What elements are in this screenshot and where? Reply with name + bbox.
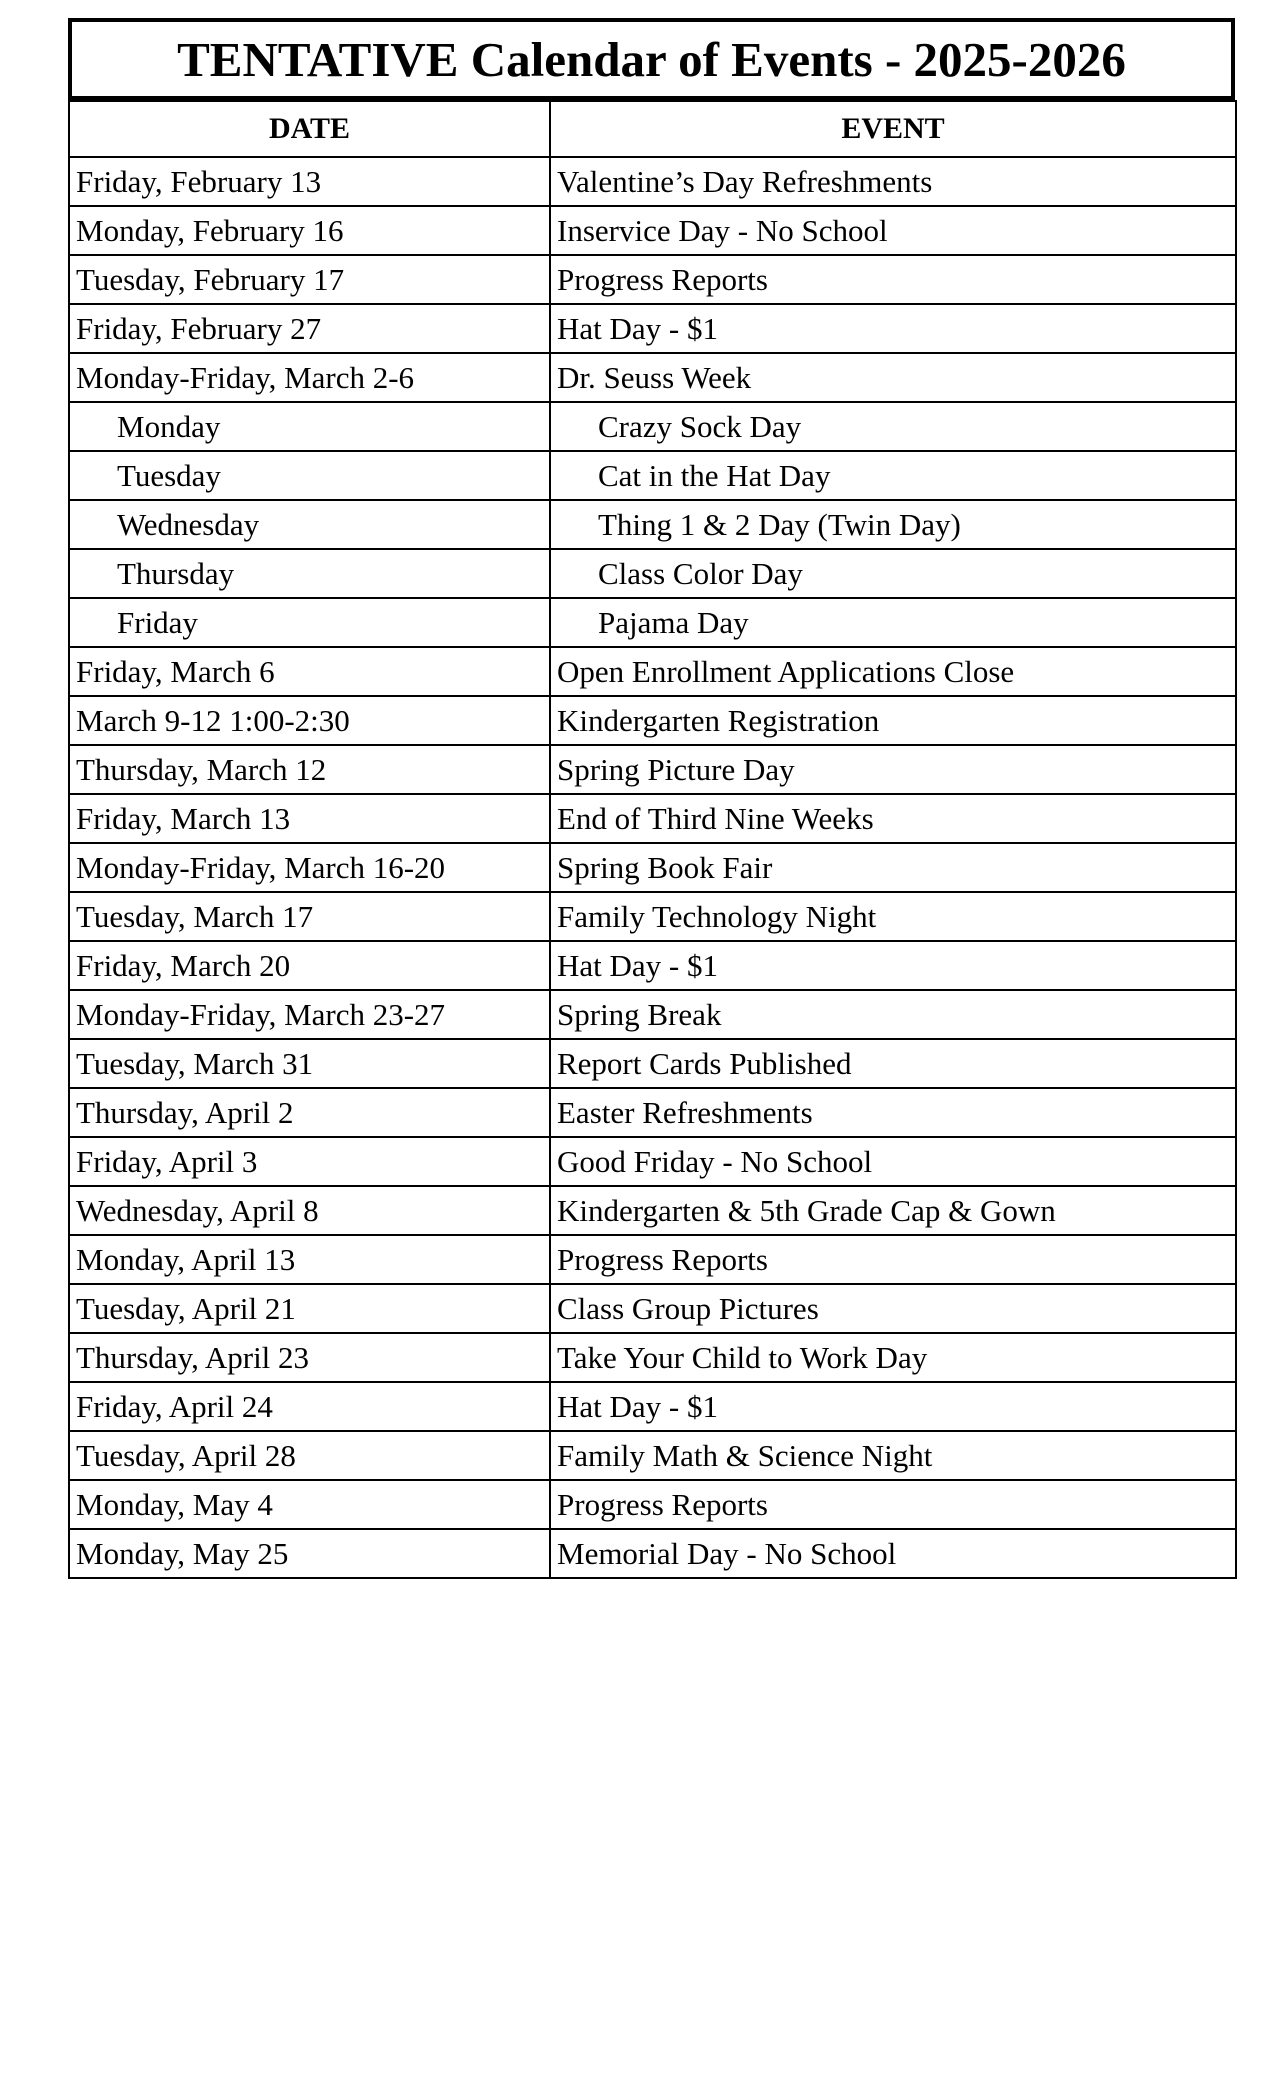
table-row (69, 1186, 1236, 1235)
table-row (69, 1529, 1236, 1578)
event-name-cell: Family Math & Science Night (550, 1431, 1236, 1480)
table-row (69, 647, 1236, 696)
events-table (68, 100, 1237, 1579)
event-name-cell: Class Color Day (550, 549, 1236, 598)
event-name-cell: Class Group Pictures (550, 1284, 1236, 1333)
table-row (69, 549, 1236, 598)
event-date-cell: Monday, May 4 (69, 1480, 550, 1529)
event-name-cell: Spring Picture Day (550, 745, 1236, 794)
event-name-cell: Take Your Child to Work Day (550, 1333, 1236, 1382)
table-row (69, 255, 1236, 304)
event-name-cell: Inservice Day - No School (550, 206, 1236, 255)
event-date-cell: Wednesday, April 8 (69, 1186, 550, 1235)
event-name-cell: Dr. Seuss Week (550, 353, 1236, 402)
event-date-cell: Tuesday, April 28 (69, 1431, 550, 1480)
event-date-cell: Monday-Friday, March 16-20 (69, 843, 550, 892)
event-date-cell: Friday, March 13 (69, 794, 550, 843)
calendar-document (68, 18, 1235, 1579)
table-row (69, 353, 1236, 402)
table-row (69, 843, 1236, 892)
event-date-cell: Monday-Friday, March 23-27 (69, 990, 550, 1039)
event-name-cell: Memorial Day - No School (550, 1529, 1236, 1578)
event-name-cell: Cat in the Hat Day (550, 451, 1236, 500)
event-date-cell: March 9-12 1:00-2:30 (69, 696, 550, 745)
table-row (69, 304, 1236, 353)
event-name-cell: Crazy Sock Day (550, 402, 1236, 451)
event-date-cell: Thursday, March 12 (69, 745, 550, 794)
table-row (69, 745, 1236, 794)
event-date-cell: Friday, April 24 (69, 1382, 550, 1431)
event-date-cell: Monday-Friday, March 2-6 (69, 353, 550, 402)
event-date-cell: Thursday, April 23 (69, 1333, 550, 1382)
event-name-cell: Family Technology Night (550, 892, 1236, 941)
table-row (69, 990, 1236, 1039)
table-row (69, 598, 1236, 647)
event-name-cell: Easter Refreshments (550, 1088, 1236, 1137)
event-date-cell: Friday (69, 598, 550, 647)
event-name-cell: Valentine’s Day Refreshments (550, 157, 1236, 206)
table-row (69, 1039, 1236, 1088)
event-date-cell: Tuesday (69, 451, 550, 500)
event-date-cell: Monday (69, 402, 550, 451)
event-date-cell: Monday, April 13 (69, 1235, 550, 1284)
table-row (69, 1235, 1236, 1284)
event-column-header: EVENT (550, 101, 1236, 157)
table-row (69, 941, 1236, 990)
event-name-cell: Progress Reports (550, 1480, 1236, 1529)
event-date-cell: Friday, February 27 (69, 304, 550, 353)
event-date-cell: Friday, March 6 (69, 647, 550, 696)
event-name-cell: Progress Reports (550, 255, 1236, 304)
table-row (69, 451, 1236, 500)
table-row (69, 157, 1236, 206)
table-row (69, 1137, 1236, 1186)
event-name-cell: Progress Reports (550, 1235, 1236, 1284)
table-row (69, 1431, 1236, 1480)
events-table-body (69, 157, 1236, 1578)
event-date-cell: Wednesday (69, 500, 550, 549)
table-row (69, 402, 1236, 451)
table-row (69, 1480, 1236, 1529)
event-name-cell: Spring Book Fair (550, 843, 1236, 892)
event-date-cell: Monday, May 25 (69, 1529, 550, 1578)
table-row (69, 1382, 1236, 1431)
event-name-cell: Hat Day - $1 (550, 304, 1236, 353)
table-row (69, 1333, 1236, 1382)
event-date-cell: Tuesday, April 21 (69, 1284, 550, 1333)
event-date-cell: Tuesday, March 31 (69, 1039, 550, 1088)
event-date-cell: Friday, March 20 (69, 941, 550, 990)
table-row (69, 794, 1236, 843)
event-name-cell: Kindergarten Registration (550, 696, 1236, 745)
event-name-cell: Open Enrollment Applications Close (550, 647, 1236, 696)
event-name-cell: Report Cards Published (550, 1039, 1236, 1088)
event-name-cell: Thing 1 & 2 Day (Twin Day) (550, 500, 1236, 549)
event-date-cell: Thursday (69, 549, 550, 598)
event-date-cell: Monday, February 16 (69, 206, 550, 255)
table-row (69, 696, 1236, 745)
event-name-cell: Hat Day - $1 (550, 941, 1236, 990)
table-row (69, 1284, 1236, 1333)
table-row (69, 206, 1236, 255)
table-header-row (69, 101, 1236, 157)
event-date-cell: Friday, February 13 (69, 157, 550, 206)
event-name-cell: End of Third Nine Weeks (550, 794, 1236, 843)
event-name-cell: Good Friday - No School (550, 1137, 1236, 1186)
event-name-cell: Spring Break (550, 990, 1236, 1039)
event-name-cell: Kindergarten & 5th Grade Cap & Gown (550, 1186, 1236, 1235)
page-title: TENTATIVE Calendar of Events - 2025-2026 (68, 18, 1235, 100)
table-row (69, 500, 1236, 549)
event-name-cell: Hat Day - $1 (550, 1382, 1236, 1431)
event-date-cell: Thursday, April 2 (69, 1088, 550, 1137)
event-date-cell: Tuesday, February 17 (69, 255, 550, 304)
event-date-cell: Tuesday, March 17 (69, 892, 550, 941)
event-date-cell: Friday, April 3 (69, 1137, 550, 1186)
table-row (69, 892, 1236, 941)
date-column-header: DATE (69, 101, 550, 157)
table-row (69, 1088, 1236, 1137)
event-name-cell: Pajama Day (550, 598, 1236, 647)
